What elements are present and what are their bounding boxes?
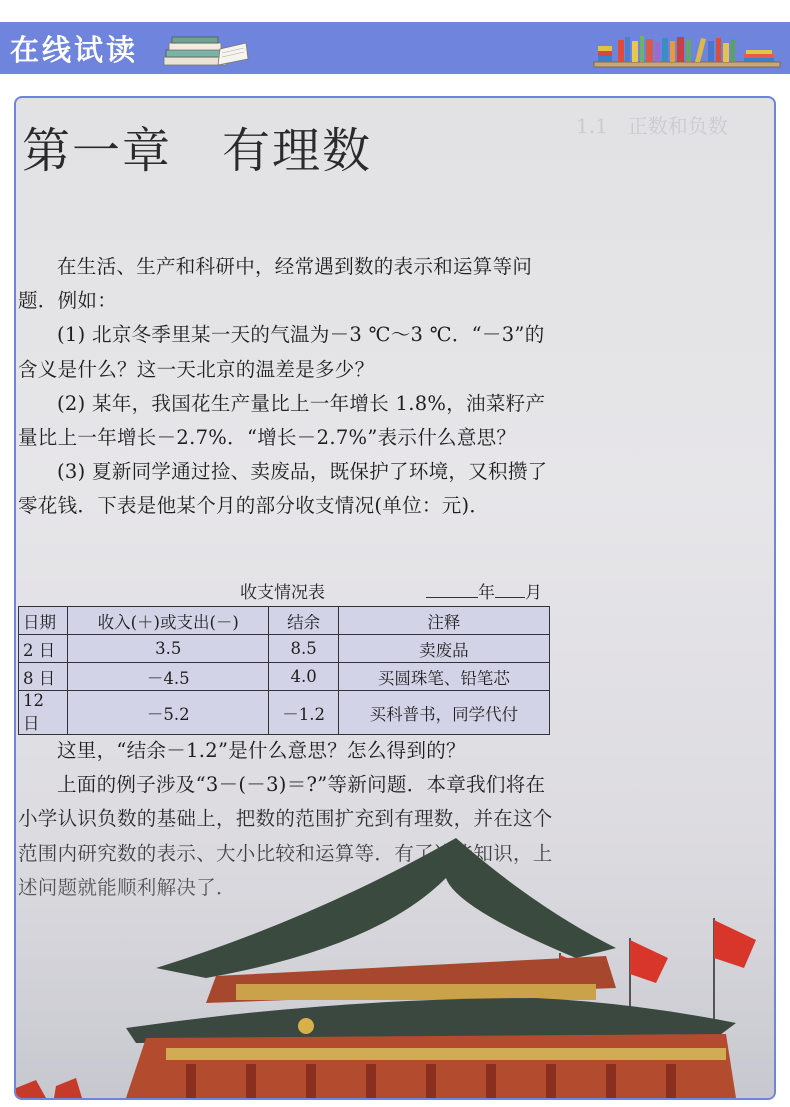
cell-amount: －5.2 xyxy=(68,691,269,735)
book-page xyxy=(14,96,776,1100)
header-banner xyxy=(0,22,790,74)
cell-date: 12 日 xyxy=(19,691,68,735)
table-date xyxy=(426,578,542,603)
intro-paragraph-3: (2) 某年，我国花生产量比上一年增长 1.8%，油菜籽产量比上一年增长－2.7%．“增长－2.7%”表示什么意思？ xyxy=(18,391,546,450)
tiananmen-gate-photo xyxy=(16,798,774,1098)
intro-paragraph-2: (1) 北京冬季里某一天的气温为－3 ℃～3 ℃．“－3”的含义是什么？这一天北京的温差是多少？ xyxy=(18,323,545,381)
month-label: 月 xyxy=(525,583,542,603)
header-balance: 结余 xyxy=(269,607,338,635)
bleed-through-text: 1.1 正数和负数 xyxy=(576,114,728,138)
cell-note: 买科普书，同学代付 xyxy=(338,691,549,735)
header-note: 注释 xyxy=(338,607,549,635)
cell-amount: －4.5 xyxy=(68,663,269,691)
table-caption: 收支情况表 xyxy=(240,583,325,603)
table-header-row xyxy=(19,607,550,635)
cell-balance: －1.2 xyxy=(269,691,338,735)
cell-balance: 4.0 xyxy=(269,663,338,691)
table-row xyxy=(19,663,550,691)
intro-text xyxy=(18,250,556,524)
outro-paragraph-1: 这里，“结余－1.2”是什么意思？怎么得到的？ xyxy=(57,739,466,762)
year-label: 年 xyxy=(478,583,495,603)
intro-paragraph-1: 在生活、生产和科研中，经常遇到数的表示和运算等问题．例如： xyxy=(18,255,533,313)
table-row xyxy=(19,635,550,663)
cell-date: 2 日 xyxy=(19,635,68,663)
income-expense-table xyxy=(18,606,550,735)
bookshelf-icon xyxy=(592,32,782,68)
chapter-title: 第一章 有理数 xyxy=(22,123,373,179)
intro-paragraph-4: (3) 夏新同学通过捡、卖废品，既保护了环境，又积攒了零花钱．下表是他某个月的部分收支情况(单位：元)． xyxy=(18,460,548,518)
banner-title: 在线试读 xyxy=(10,33,139,67)
table-row xyxy=(19,691,550,735)
books-stack-icon xyxy=(160,29,252,69)
cell-date: 8 日 xyxy=(19,663,68,691)
cell-balance: 8.5 xyxy=(269,635,338,663)
cell-amount: 3.5 xyxy=(68,635,269,663)
header-amount: 收入(＋)或支出(－) xyxy=(68,607,269,635)
cell-note: 买圆珠笔、铅笔芯 xyxy=(338,663,549,691)
cell-note: 卖废品 xyxy=(338,635,549,663)
outro-paragraph-2: 上面的例子涉及“3－(－3)＝?”等新问题．本章我们将在 xyxy=(57,773,546,797)
header-date: 日期 xyxy=(19,607,68,635)
